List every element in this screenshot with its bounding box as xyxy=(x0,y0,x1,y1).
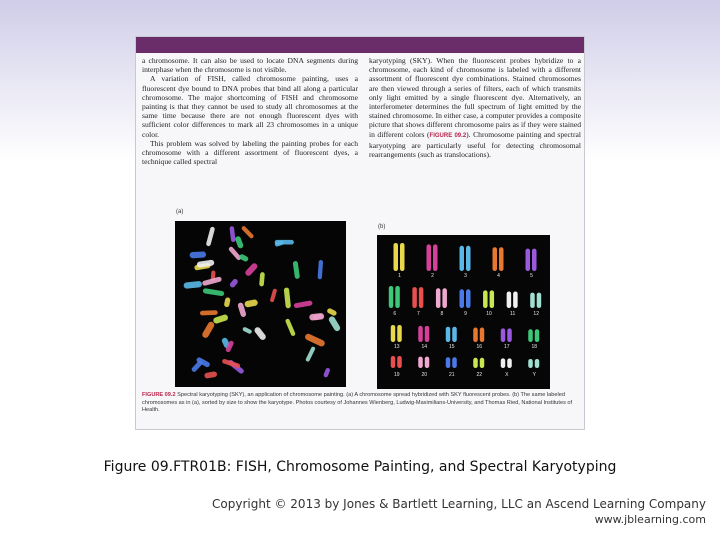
karyotype-chromosome xyxy=(507,328,512,342)
karyotype-chromosome xyxy=(507,358,512,368)
karyotype-chromosome xyxy=(436,288,441,308)
spread-chromosome xyxy=(285,318,296,336)
karyotype-chromosome xyxy=(425,326,430,342)
chromosome-spread-image xyxy=(175,221,346,387)
spread-chromosome xyxy=(323,367,331,378)
caption-figure-number: FIGURE 09.2 xyxy=(142,392,176,398)
karyotype-chromosome xyxy=(419,287,424,308)
spread-chromosome xyxy=(200,310,218,315)
karyotype-chromosome xyxy=(537,293,542,308)
karyotype-chromosome xyxy=(452,327,457,342)
spread-chromosome xyxy=(183,281,202,289)
right-paragraph-end: ). Chromosome painting and spectral karyotyping are particularly useful for detecting chromosomal rearrangements (such as translocations). xyxy=(369,129,581,160)
spread-chromosome xyxy=(242,326,252,334)
figure-reference: FIGURE 09.2 xyxy=(429,132,467,139)
karyotype-chromosome xyxy=(433,244,438,271)
karyotype-chromosome xyxy=(452,357,457,368)
karyotype-number-label: 4 xyxy=(497,273,500,279)
karyotype-chromosome xyxy=(418,357,423,368)
karyotype-chromosome xyxy=(532,249,537,271)
karyotype-chromosome xyxy=(535,329,540,342)
karyotype-chromosome xyxy=(480,328,485,342)
karyotype-chromosome xyxy=(526,249,531,271)
karyotype-chromosome xyxy=(466,246,471,271)
spread-chromosome xyxy=(253,326,267,341)
page-header-bar xyxy=(136,37,584,53)
spread-chromosome xyxy=(189,251,206,258)
karyotype-chromosome xyxy=(473,358,478,368)
karyotype-chromosome xyxy=(442,288,447,308)
spread-chromosome xyxy=(241,225,255,239)
karyotype-chromosome xyxy=(389,286,394,308)
karyotype-number-label: 2 xyxy=(431,273,434,279)
karyotype-chromosome xyxy=(501,328,506,342)
karyotype-chromosome xyxy=(391,325,396,342)
spread-chromosome xyxy=(284,287,291,308)
karyotype-number-label: 14 xyxy=(421,344,428,350)
karyotype-number-label: 22 xyxy=(476,372,483,378)
karyotype-number-label: 6 xyxy=(393,311,397,317)
karyotype-chromosome xyxy=(490,290,495,308)
spread-chromosome xyxy=(293,261,300,279)
karyotype-number-label: 15 xyxy=(448,344,455,350)
left-paragraph-3: This problem was solved by labeling the painting probes for each chromosome with a different assortment of fluorescent dyes, a technique called spectral xyxy=(142,138,358,167)
spread-chromosome xyxy=(222,358,241,368)
karyotype-chromosome xyxy=(395,286,400,308)
karyotype-chromosome xyxy=(501,358,506,368)
karyotype-chromosome xyxy=(397,325,402,342)
textbook-page xyxy=(135,36,585,430)
right-paragraph xyxy=(369,56,581,159)
karyotype-number-label: 5 xyxy=(530,273,533,279)
karyotype-number-label: 12 xyxy=(533,311,539,317)
slide-figure-title: Figure 09.FTR01B: FISH, Chromosome Painting, and Spectral Karyotyping xyxy=(103,459,617,475)
karyotype-number-label: 13 xyxy=(393,344,400,350)
spread-chromosome xyxy=(304,333,326,348)
karyotype-chromosome xyxy=(507,292,512,309)
karyotype-number-label: 20 xyxy=(421,372,428,378)
karyotype-chromosome xyxy=(400,243,405,271)
karyotype-chromosome xyxy=(466,289,471,308)
left-paragraph-1: a chromosome. It can also be used to locate DNA segments during interphase when the chromosome is not visible. xyxy=(142,56,358,75)
panel-b-label: (b) xyxy=(378,224,386,230)
spread-chromosome xyxy=(238,253,249,262)
karyotype-number-label: 9 xyxy=(464,311,467,317)
karyotype-number-label: 16 xyxy=(476,344,483,350)
spread-chromosome xyxy=(229,226,235,242)
karyotype-number-label: 8 xyxy=(440,311,444,317)
figure-caption xyxy=(142,392,578,415)
spread-chromosome xyxy=(244,299,258,308)
spread-chromosome xyxy=(234,235,244,249)
karyotype-number-label: 1 xyxy=(398,273,401,279)
right-text-column xyxy=(369,56,581,159)
publisher-website: www.jblearning.com xyxy=(594,513,706,526)
panel-a-label: (a) xyxy=(176,209,184,215)
karyotype-chromosome xyxy=(499,247,504,271)
right-paragraph-start: karyotyping (SKY). When the fluorescent probes hybridize to a chromosome, each kind of chromosome is labeled with a different assortment of fluorescent dye combinations. Stained chromosomes are then viewed through a series of filters, each of which transmits only light emitted by a single fluorescent dye. Alternatively, an interferometer determines the full spectrum of light emitted by the stained chromosome. In either case, a computer provides a composite picture that shows different chromosome pairs as if they were stained in different colors ( xyxy=(369,56,581,139)
spread-chromosome xyxy=(259,272,265,287)
spread-chromosome xyxy=(270,288,278,302)
karyotype-number-label: 10 xyxy=(486,311,492,317)
karyotype-chromosome xyxy=(530,293,535,308)
karyotype-chromosome xyxy=(460,246,465,271)
karyotype-chromosome xyxy=(412,287,417,308)
spread-chromosome xyxy=(203,288,225,296)
karyotype-number-label: X xyxy=(505,372,509,378)
karyotype-chromosome xyxy=(460,289,465,308)
spread-chromosome xyxy=(204,371,217,379)
spread-chromosome xyxy=(309,313,325,321)
karyotype-number-label: 17 xyxy=(503,344,510,350)
karyotype-chromosome xyxy=(528,359,533,368)
karyotype-number-label: 7 xyxy=(416,311,420,317)
karyotype-number-label: Y xyxy=(532,372,536,378)
spread-chromosome xyxy=(328,315,342,332)
spread-chromosome xyxy=(224,297,231,308)
spread-chromosome xyxy=(326,307,337,316)
karyotype-chromosome xyxy=(535,359,540,368)
karyotype-chromosome xyxy=(397,356,402,368)
karyotype-chromosome xyxy=(473,328,478,342)
karyotype-number-label: 11 xyxy=(510,311,516,317)
spread-chromosome xyxy=(229,278,239,289)
karyotype-image xyxy=(377,235,550,389)
karyotype-chromosome xyxy=(483,290,488,308)
spread-chromosome xyxy=(212,314,228,325)
spread-chromosome xyxy=(305,346,316,362)
karyotype-chromosome xyxy=(418,326,423,342)
copyright-notice: Copyright © 2013 by Jones & Bartlett Learning, LLC an Ascend Learning Company xyxy=(212,497,706,511)
karyotype-chromosome xyxy=(394,243,399,271)
karyotype-chromosome xyxy=(446,327,451,342)
spread-chromosome xyxy=(206,226,216,246)
karyotype-chromosome xyxy=(528,329,533,342)
karyotype-chromosome xyxy=(493,247,498,271)
karyotype-number-label: 21 xyxy=(448,372,455,378)
karyotype-number-label: 18 xyxy=(531,344,538,350)
karyotype-number-label: 3 xyxy=(464,273,467,279)
karyotype-chromosome xyxy=(391,356,396,368)
left-paragraph-2: A variation of FISH, called chromosome painting, uses a fluorescent dye bound to DNA probes that bind all along a particular chromosome. The major shortcoming of FISH and chromosome painting is that they cannot be used to study all chromosomes at the same time because there are not enough fluorescent dyes with sufficient color differences to mark all 23 chromosomes in a unique color. xyxy=(142,74,358,139)
karyotype-chromosome xyxy=(446,357,451,368)
spread-chromosome xyxy=(293,300,312,308)
karyotype-chromosome xyxy=(427,244,432,271)
karyotype-chromosome xyxy=(480,358,485,368)
karyotype-chromosome xyxy=(513,292,518,309)
spread-chromosome xyxy=(201,321,215,339)
left-text-column xyxy=(142,56,358,166)
caption-text: Spectral karyotyping (SKY), an application of chromosome painting. (a) A chromosome spread hybridized with SKY fluorescent probes. (b) The same labeled chromosomes as in (a), sorted by size to show the karyotype. Photos courtesy of Johannes Wienberg, Ludwig-Maximilians-University, and Thomas Ried, National Institutes of Health. xyxy=(142,392,573,414)
spread-chromosome xyxy=(318,260,324,280)
karyotype-number-label: 19 xyxy=(393,372,400,378)
spread-chromosome xyxy=(244,262,259,277)
karyotype-chromosome xyxy=(425,357,430,368)
